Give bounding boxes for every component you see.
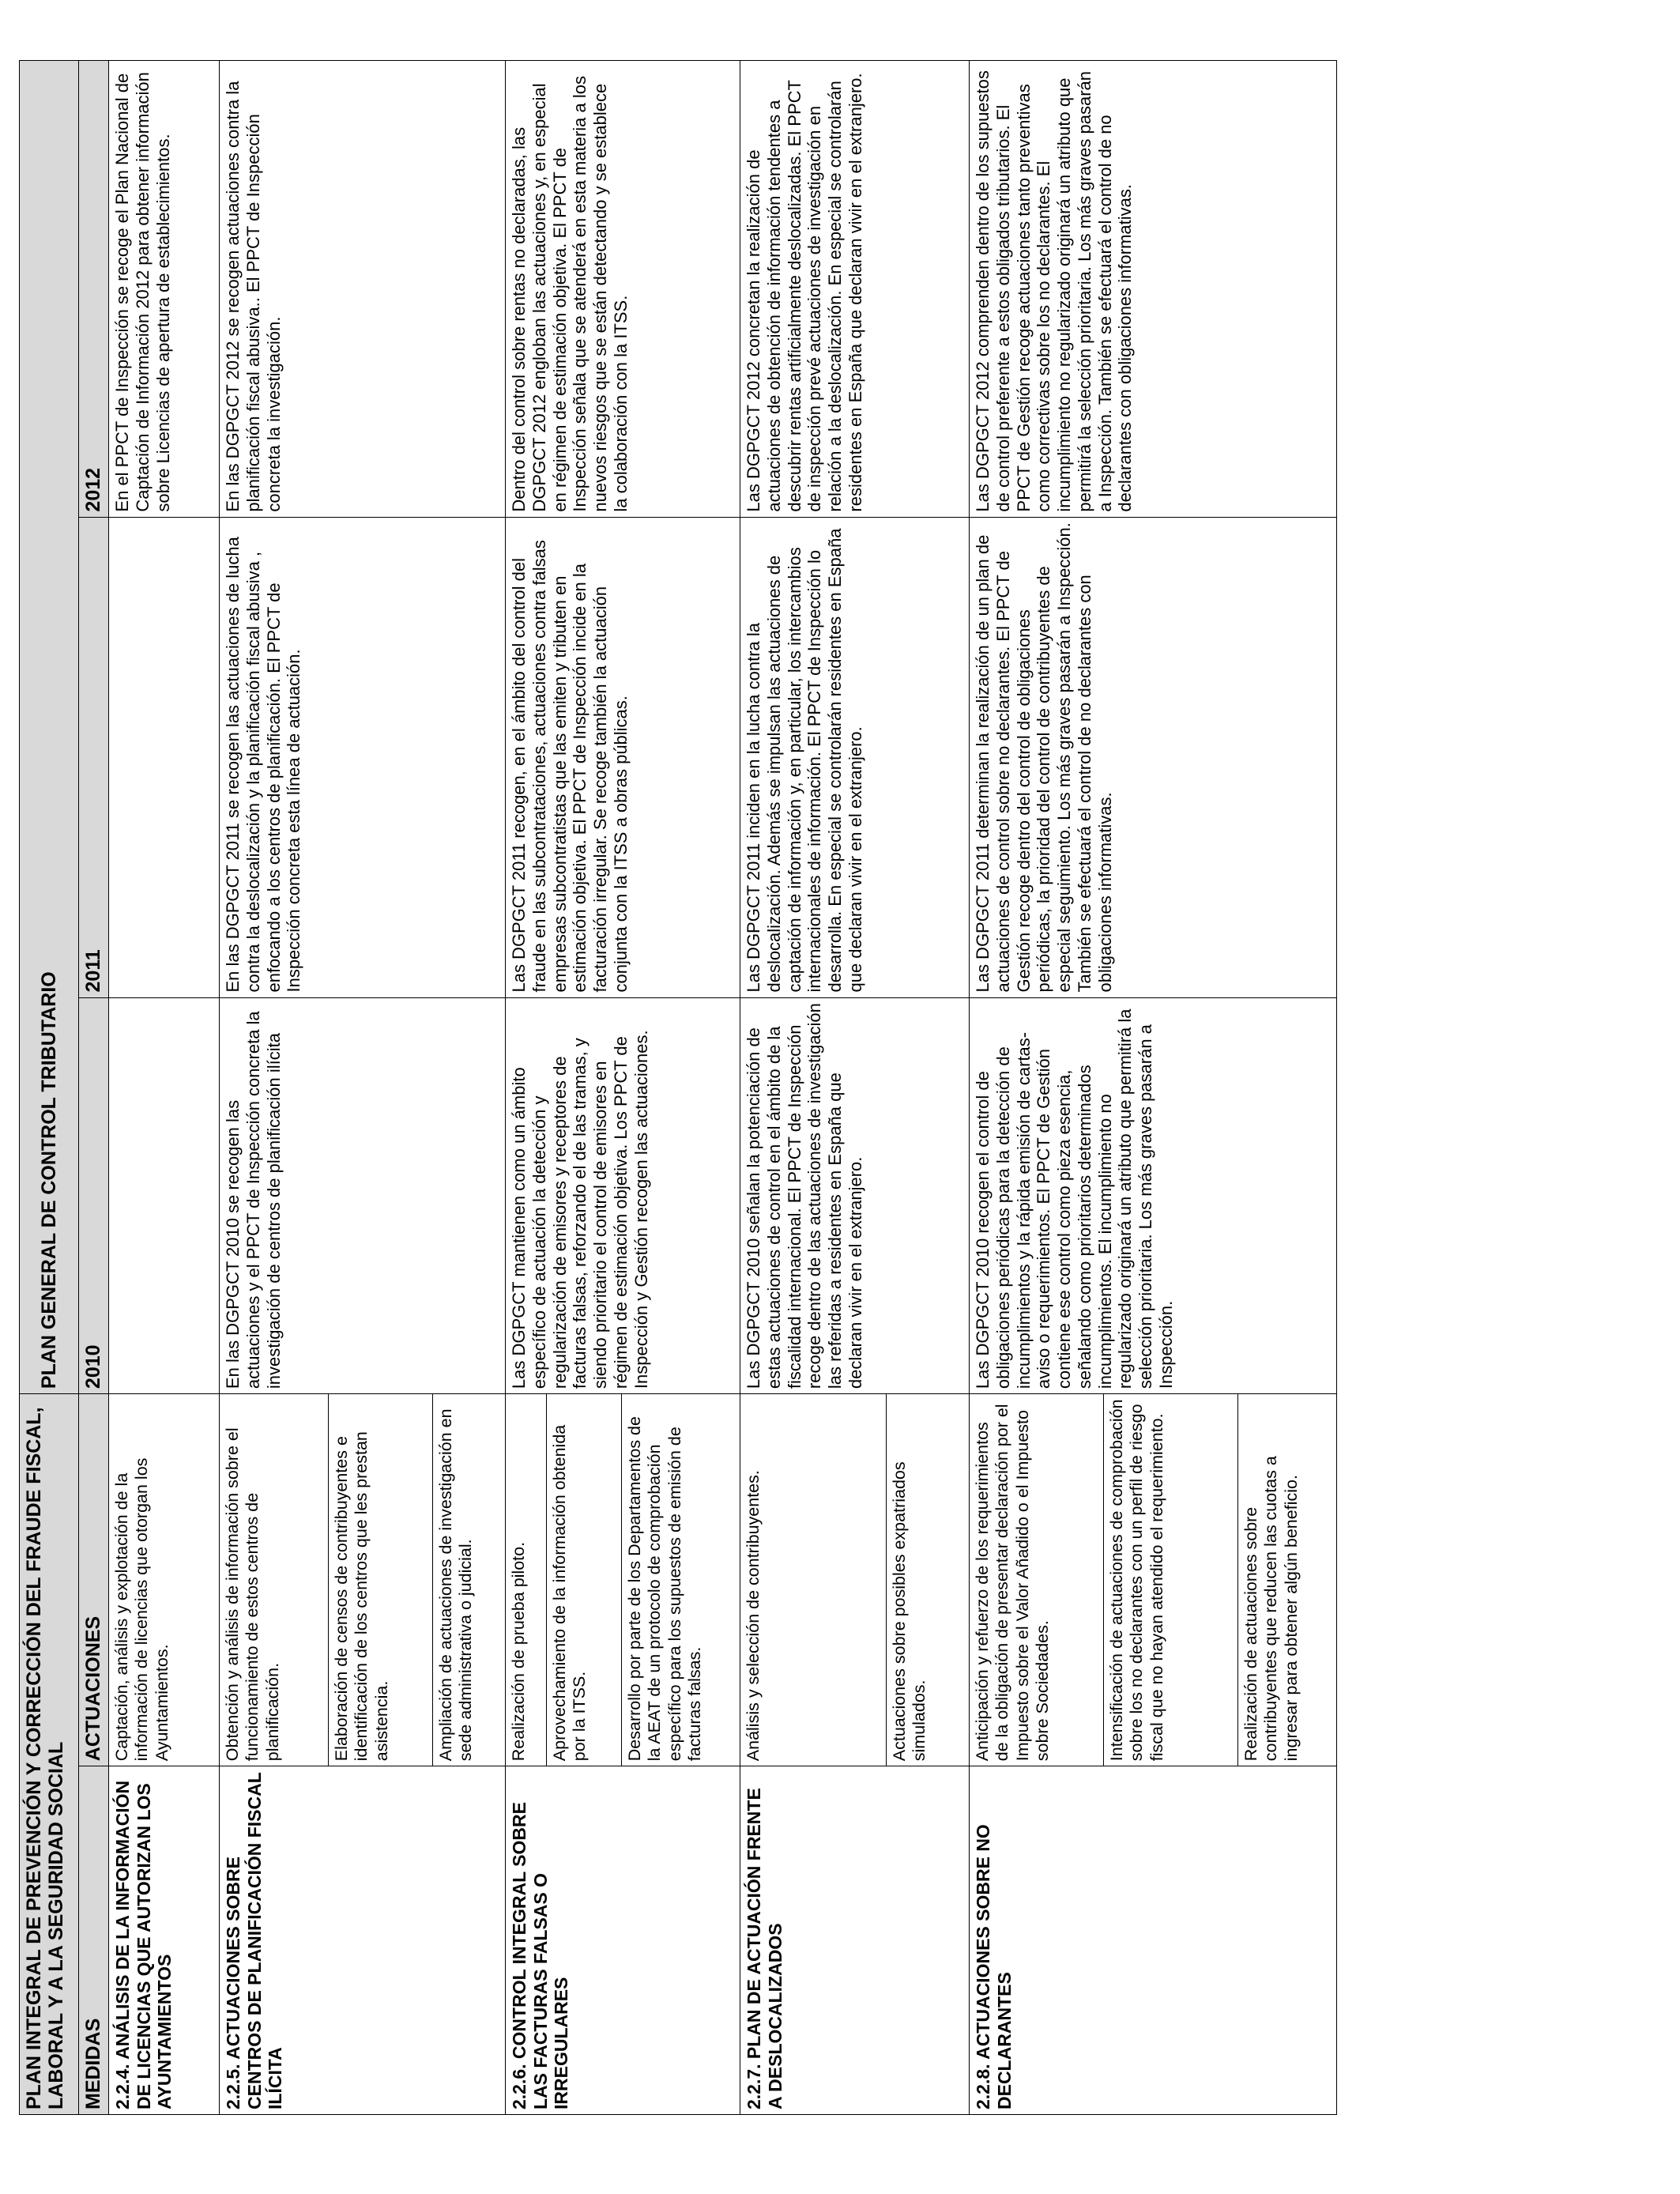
- actuacion-cell: Realización de actuaciones sobre contribuyentes que reducen las cuotas a ingresar para obtener algún beneficio.: [1238, 1394, 1337, 1766]
- actuacion-cell: Anticipación y refuerzo de los requerimientos de la obligación de presentar declaración por el Impuesto sobre el Valor Añadido o el Impuesto sobre Sociedades.: [970, 1394, 1104, 1766]
- medida-cell: 2.2.8. ACTUACIONES SOBRE NO DECLARANTES: [970, 1766, 1337, 2115]
- year-2010-cell: Las DGPGCT 2010 señalan la potenciación de estas actuaciones de control en el ámbito de la fiscalidad internacional. El PPCT de Inspección recoge dentro de las actuaciones de investigación las referidas a residentes en España que declaran vivir en el extranjero.: [740, 997, 970, 1394]
- year-2012-cell: Las DGPGCT 2012 concretan la realización de actuaciones de obtención de información tendentes a descubrir rentas artificialmente deslocalizadas. El PPCT de inspección prevé actuaciones de investigación en relación a la deslocalización. En especial se controlarán residentes en España que declaran vivir en el extranjero.: [740, 61, 970, 518]
- header-title-left: PLAN INTEGRAL DE PREVENCIÓN Y CORRECCIÓN DEL FRAUDE FISCAL, LABORAL Y A LA SEGURIDAD SOCIAL: [20, 1394, 79, 2115]
- column-header-actuaciones: ACTUACIONES: [79, 1394, 109, 1766]
- table-row: [970, 61, 1104, 2115]
- header-title-right: PLAN GENERAL DE CONTROL TRIBUTARIO: [20, 61, 79, 1394]
- actuacion-cell: Desarrollo por parte de los Departamentos de la AEAT de un protocolo de comprobación específico para los supuestos de emisión de facturas falsas.: [622, 1394, 740, 1766]
- control-plan-table: [19, 60, 1337, 2115]
- document-page: [19, 60, 1301, 2115]
- medida-cell: 2.2.7. PLAN DE ACTUACIÓN FRENTE A DESLOCALIZADOS: [740, 1766, 970, 2115]
- actuacion-cell: Aprovechamiento de la información obtenida por la ITSS.: [547, 1394, 622, 1766]
- year-2011-cell: Las DGPGCT 2011 determinan la realización de un plan de actuaciones de control sobre no declarantes. El PPCT de Gestión recoge dentro del control de obligaciones periódicas, la prioridad del control de contribuyentes de especial seguimiento. Los más graves pasarán a Inspección. También se efectuará el control de no declarantes con obligaciones informativas.: [970, 517, 1337, 997]
- year-2012-cell: En el PPCT de Inspección se recoge el Plan Nacional de Captación de Información 2012 para obtener información sobre Licencias de apertura de establecimientos.: [109, 61, 220, 518]
- year-2011-cell: [109, 517, 220, 997]
- actuacion-cell: Ampliación de actuaciones de investigación en sede administrativa o judicial.: [433, 1394, 506, 1766]
- medida-cell: 2.2.6. CONTROL INTEGRAL SOBRE LAS FACTURAS FALSAS O IRREGULARES: [506, 1766, 740, 2115]
- actuacion-cell: Análisis y selección de contribuyentes.: [740, 1394, 887, 1766]
- actuacion-cell: Elaboración de censos de contribuyentes e identificación de los centros que les prestan asistencia.: [329, 1394, 433, 1766]
- year-2010-cell: [109, 997, 220, 1394]
- column-header-2012: 2012: [79, 61, 109, 518]
- year-2010-cell: Las DGPGCT 2010 recogen el control de obligaciones periódicas para la detección de incumplimientos y la rápida emisión de cartas-aviso o requerimientos. El PPCT de Gestión contiene ese control como pieza esencia, señalando como prioritarios determinados incumplimientos. El incumplimiento no regularizado originará un atributo que permitirá la selección prioritaria. Los más graves pasarán a Inspección.: [970, 997, 1337, 1394]
- medida-cell: 2.2.4. ANÁLISIS DE LA INFORMACIÓN DE LICENCIAS QUE AUTORIZAN LOS AYUNTAMIENTOS: [109, 1766, 220, 2115]
- actuacion-cell: Captación, análisis y explotación de la información de licencias que otorgan los Ayuntamientos.: [109, 1394, 220, 1766]
- table-row: [220, 61, 329, 2115]
- column-header-2010: 2010: [79, 997, 109, 1394]
- year-2010-cell: Las DGPGCT mantienen como un ámbito específico de actuación la detección y regularización de emisores y receptores de facturas falsas, reforzando el de las tramas, y siendo prioritario el control de emisores en régimen de estimación objetiva. Los PPCT de Inspección y Gestión recogen las actuaciones.: [506, 997, 740, 1394]
- table-row: [506, 61, 547, 2115]
- year-2012-cell: Dentro del control sobre rentas no declaradas, las DGPGCT 2012 engloban las actuaciones y, en especial en régimen de estimación objetiva. El PPCT de Inspección señala que se atenderá en esta materia a los nuevos riesgos que se están detectando y se establece la colaboración con la ITSS.: [506, 61, 740, 518]
- table-row: [109, 61, 220, 2115]
- actuacion-cell: Actuaciones sobre posibles expatriados simulados.: [887, 1394, 970, 1766]
- medida-cell: 2.2.5. ACTUACIONES SOBRE CENTROS DE PLANIFICACIÓN FISCAL ILÍCITA: [220, 1766, 506, 2115]
- actuacion-cell: Realización de prueba piloto.: [506, 1394, 547, 1766]
- actuacion-cell: Intensificación de actuaciones de comprobación sobre los no declarantes con un perfil de riesgo fiscal que no hayan atendido el requerimiento.: [1104, 1394, 1238, 1766]
- year-2012-cell: Las DGPGCT 2012 comprenden dentro de los supuestos de control preferente a estos obligados tributarios. El PPCT de Gestión recoge actuaciones tanto preventivas como correctivas sobre los no declarantes. El incumplimiento no regularizado originará un atributo que permitirá la selección prioritaria. Los más graves pasarán a Inspección. También se efectuará el control de no declarantes con obligaciones informativas.: [970, 61, 1337, 518]
- table-row: [740, 61, 887, 2115]
- actuacion-cell: Obtención y análisis de información sobre el funcionamiento de estos centros de planificación.: [220, 1394, 329, 1766]
- column-header-2011: 2011: [79, 517, 109, 997]
- year-2011-cell: Las DGPGCT 2011 recogen, en el ámbito del control del fraude en las subcontrataciones, actuaciones contra falsas empresas subcontratistas que las emiten y tributen en estimación objetiva. El PPCT de Inspección incide en la facturación irregular. Se recoge también la actuación conjunta con la ITSS a obras públicas.: [506, 517, 740, 997]
- year-2010-cell: En las DGPGCT 2010 se recogen las actuaciones y el PPCT de Inspección concreta la investigación de centros de planificación ilícita: [220, 997, 506, 1394]
- year-2011-cell: Las DGPGCT 2011 inciden en la lucha contra la deslocalización. Además se impulsan las actuaciones de captación de información y, en particular, los intercambios internacionales de información. El PPCT de Inspección lo desarrolla. En especial se controlarán residentes en España que declaran vivir en el extranjero.: [740, 517, 970, 997]
- year-2011-cell: En las DGPGCT 2011 se recogen las actuaciones de lucha contra la deslocalización y la planificación fiscal abusiva , enfocando a los centros de planificación. El PPCT de Inspección concreta esta línea de actuación.: [220, 517, 506, 997]
- column-header-medidas: MEDIDAS: [79, 1766, 109, 2115]
- year-2012-cell: En las DGPGCT 2012 se recogen actuaciones contra la planificación fiscal abusiva.. El PPCT de Inspección concreta la investigación.: [220, 61, 506, 518]
